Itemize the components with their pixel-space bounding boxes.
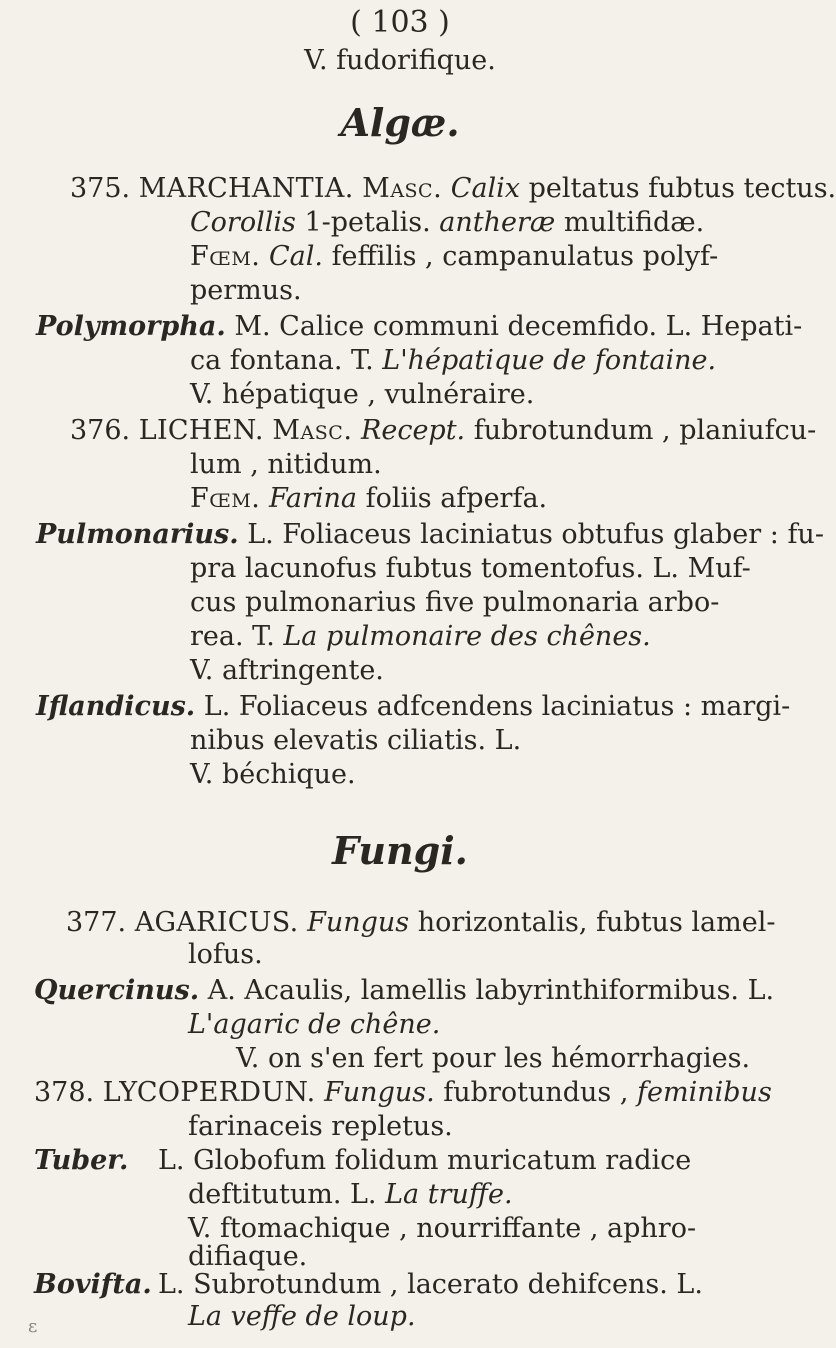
term: antheræ [439,207,556,238]
quercinus-line-3: V. on s'en fert pour les hémorrhagies. [236,1043,751,1074]
genus-name: AGARICUS. [134,907,299,938]
text: horizontalis, fubtus lamel- [417,907,776,938]
entry-number: 378. [34,1077,95,1108]
text: deftitutum. L. [188,1179,377,1210]
term: Cal. [268,241,323,272]
term: Corollis [190,207,296,238]
text: A. Acaulis, lamellis labyrinthiformibus. L. [207,975,775,1006]
text: 1-petalis. [304,207,431,238]
species-label: Iflandicus. [36,691,196,722]
entry-377-line-2: lofus. [188,939,263,970]
quercinus-line-1 [34,974,774,1008]
entry-376-line-1 [70,414,816,448]
text: foliis afperfa. [365,483,548,514]
text: fubrotundum , planiufcu- [473,415,817,446]
entry-376-line-2: lum , nitidum. [190,449,382,480]
text: L. Foliaceus laciniatus obtufus glaber : fu- [247,519,824,550]
genus-name: LYCOPERDUN. [102,1077,316,1108]
tuber-line-4: difiaque. [188,1241,308,1272]
text: fubrotundus , [443,1077,629,1108]
masc-label: Masc. [272,415,353,446]
pulmonarius-line-2: pra lacunofus fubtus tomentofus. L. Muf- [190,553,751,584]
term: feminibus [637,1077,772,1108]
quercinus-line-2: L'agaric de chêne. [188,1009,441,1040]
text: peltatus fubtus tectus. [528,173,836,204]
genus-name: LICHEN. [138,415,264,446]
entry-number: 375. [70,173,131,204]
term: Recept. [361,415,466,446]
text: rea. T. [190,621,275,652]
entry-378-line-2: farinaceis repletus. [188,1111,453,1142]
french-name: L'hépatique de fontaine. [382,345,717,376]
tuber-line-1-text: L. Globofum folidum muricatum radice [158,1145,692,1176]
pulmonarius-line-5: V. aftringente. [190,655,384,686]
entry-number: 376. [70,415,131,446]
polymorpha-line-3: V. hépatique , vulnéraire. [190,379,535,410]
tuber-line-1 [34,1144,128,1178]
term: Calix [450,173,521,204]
entry-377-line-1 [66,906,775,940]
term: Fungus [307,907,410,938]
page-number: ( 103 ) [350,5,450,40]
bovista-line-1-text: L. Subrotundum , lacerato dehifcens. L. [158,1269,703,1300]
entry-376-line-3 [190,482,547,516]
entry-number: 377. [66,907,127,938]
section-heading-fungi: Fungi. [332,828,468,873]
pulmonarius-line-4 [190,620,651,654]
signature-mark: ε [28,1316,38,1337]
masc-label: Masc. [362,173,443,204]
term: Fungus. [324,1077,435,1108]
entry-375-line-1 [70,172,836,206]
text: multifidæ. [563,207,705,238]
islandicus-line-1 [36,690,790,724]
species-label: Bovifta. [34,1269,152,1300]
species-label: Tuber. [34,1145,129,1176]
text: L. Foliaceus adfcendens laciniatus : margi- [203,691,791,722]
text: M. Calice communi decemfido. L. Hepati- [234,311,803,342]
section-heading-algae: Algæ. [340,100,460,145]
tuber-line-2 [188,1178,513,1212]
entry-375-line-4: permus. [190,275,302,306]
french-name: La pulmonaire des chênes. [283,621,651,652]
entry-375-line-2 [190,206,704,240]
entry-378-line-1 [34,1076,772,1110]
islandicus-line-3: V. béchique. [190,759,356,790]
bovista-line-2: La veffe de loup. [188,1301,416,1332]
polymorpha-line-1 [36,310,802,344]
text: feffilis , campanulatus polyf- [331,241,719,272]
species-label: Pulmonarius. [36,519,239,550]
pulmonarius-line-3: cus pulmonarius five pulmonaria arbo- [190,587,720,618]
term: Farina [268,483,358,514]
pulmonarius-line-1 [36,518,824,552]
genus-name: MARCHANTIA. [138,173,354,204]
text: ca fontana. T. [190,345,374,376]
species-label: Quercinus. [34,975,200,1006]
polymorpha-line-2 [190,344,716,378]
tuber-line-3: V. ftomachique , nourriffante , aphro- [188,1213,697,1244]
islandicus-line-2: nibus elevatis ciliatis. L. [190,725,522,756]
species-label: Polymorpha. [36,311,226,342]
french-name: La truffe. [385,1179,513,1210]
bovista-line-1 [34,1268,152,1302]
entry-375-line-3 [190,240,718,274]
foem-label: Fœm. [190,241,261,272]
foem-label: Fœm. [190,483,261,514]
continued-line: V. fudorifique. [304,45,496,76]
